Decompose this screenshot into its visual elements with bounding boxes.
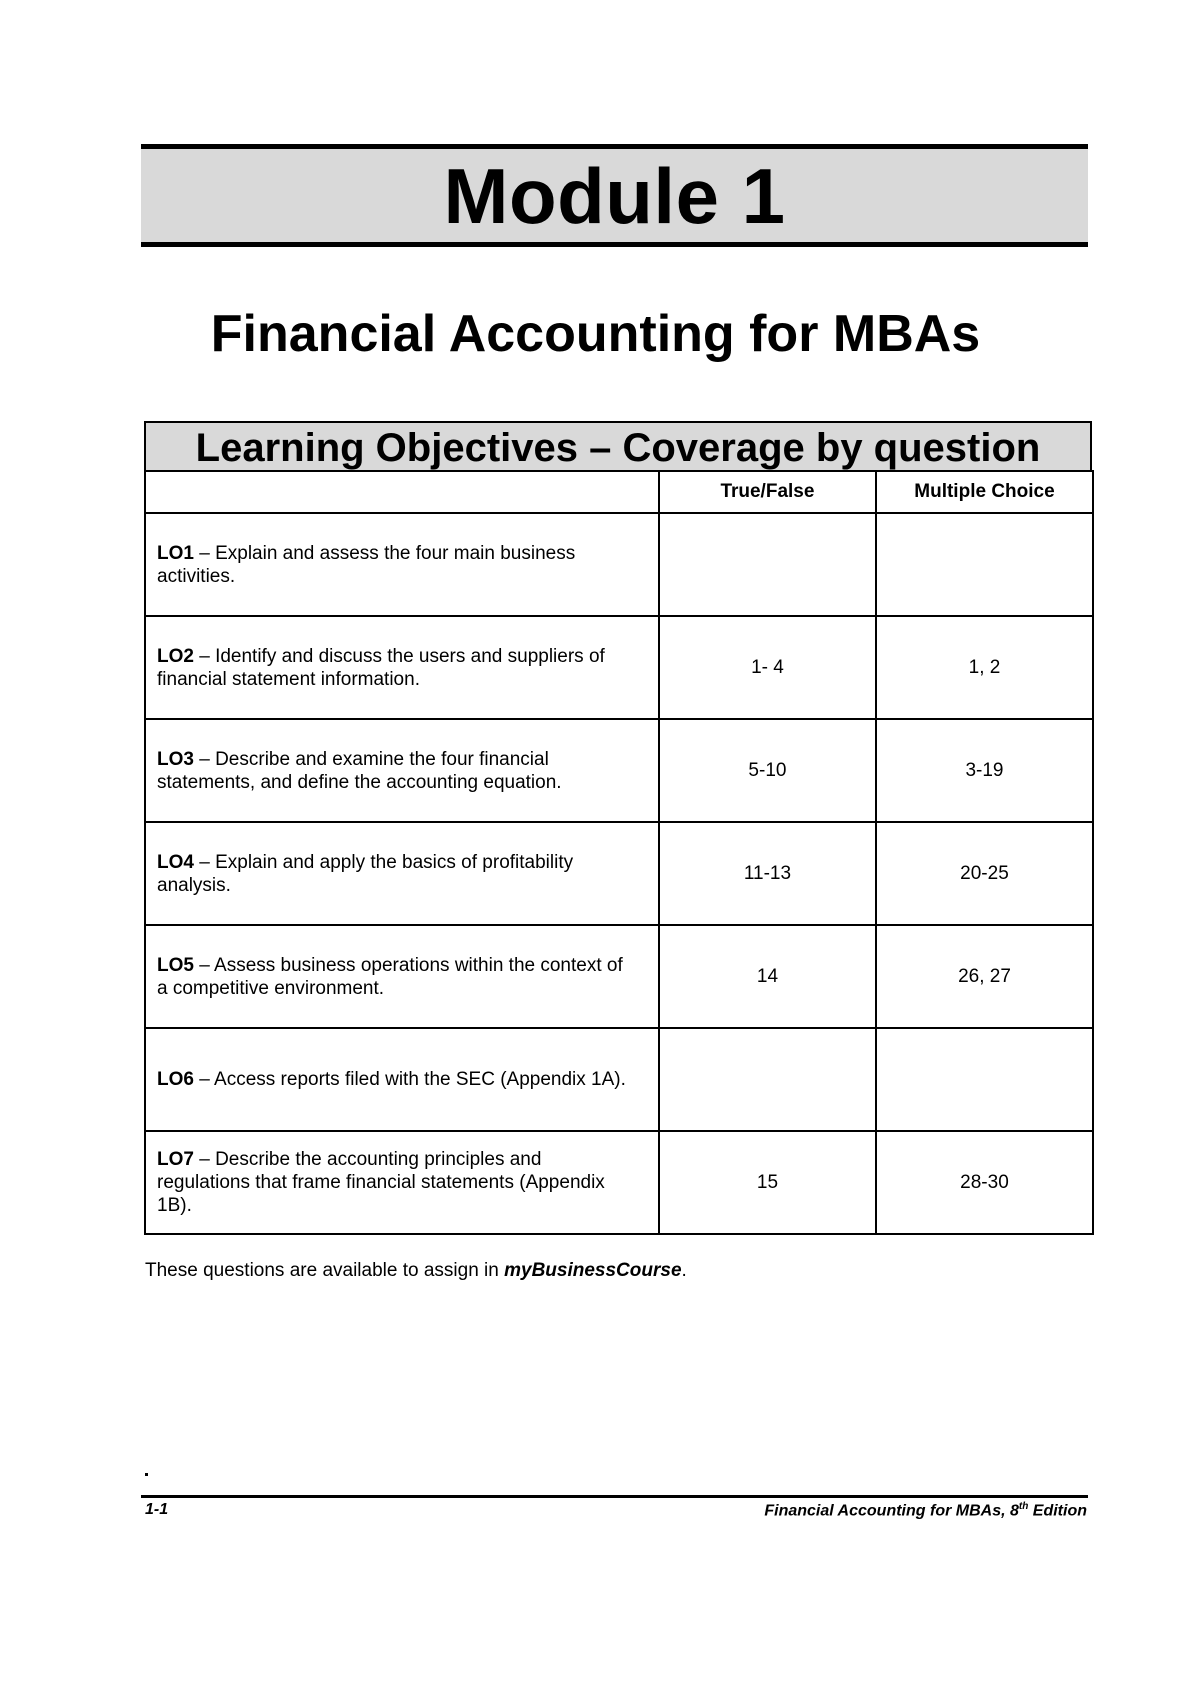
lo-text: – Access reports filed with the SEC (Appendix 1A). (193, 1069, 626, 1090)
true-false-cell: 14 (659, 925, 876, 1028)
lo-code: LO1 (157, 542, 194, 564)
page-number: 1-1 (145, 1501, 169, 1518)
multiple-choice-cell (876, 513, 1093, 616)
note-prefix: These questions are available to assign in (145, 1260, 505, 1281)
table-row (145, 1028, 1093, 1131)
objective-cell (145, 513, 659, 616)
table-header-row (145, 471, 1093, 513)
lo-code: LO2 (157, 645, 194, 667)
module-banner (141, 144, 1088, 247)
multiple-choice-cell (876, 1028, 1093, 1131)
true-false-cell (659, 1028, 876, 1131)
note-suffix: . (681, 1260, 687, 1281)
module-title: Module 1 (443, 151, 786, 240)
true-false-cell: 11-13 (659, 822, 876, 925)
true-false-cell: 15 (659, 1131, 876, 1234)
footer-dot (145, 1473, 148, 1476)
table-row (145, 719, 1093, 822)
objective-cell (145, 1028, 659, 1131)
lo-code: LO3 (157, 748, 194, 770)
objective-cell (145, 822, 659, 925)
multiple-choice-cell: 26, 27 (876, 925, 1093, 1028)
multiple-choice-cell: 1, 2 (876, 616, 1093, 719)
lo-code: LO4 (157, 851, 194, 873)
learning-objectives-table (144, 470, 1094, 1235)
table-row (145, 1131, 1093, 1234)
true-false-cell: 1- 4 (659, 616, 876, 719)
lo-code: LO7 (157, 1149, 194, 1170)
lo-text: – Describe the accounting principles and regulations that frame financial statements (Appendix 1B). (157, 1149, 605, 1216)
lo-text: – Assess business operations within the context of a competitive environment. (157, 954, 623, 999)
multiple-choice-cell: 3-19 (876, 719, 1093, 822)
lo-code: LO5 (157, 954, 194, 976)
edition-title: Financial Accounting for MBAs, 8 (764, 1502, 1019, 1520)
table-row (145, 513, 1093, 616)
table-row (145, 925, 1093, 1028)
objective-cell (145, 616, 659, 719)
column-header-multiple-choice: Multiple Choice (876, 471, 1093, 513)
objective-cell (145, 1131, 659, 1234)
lo-text: – Describe and examine the four financial statements, and define the accounting equation. (157, 748, 562, 793)
multiple-choice-cell: 20-25 (876, 822, 1093, 925)
table-row (145, 616, 1093, 719)
column-header-objective (145, 471, 659, 513)
brand-name: myBusinessCourse (504, 1260, 682, 1281)
footer-rule (141, 1495, 1088, 1498)
learning-objectives-heading: Learning Objectives – Coverage by question (144, 421, 1092, 470)
true-false-cell: 5-10 (659, 719, 876, 822)
book-title: Financial Accounting for MBAs (210, 305, 981, 363)
column-header-true-false: True/False (659, 471, 876, 513)
edition-ordinal: th (1018, 1501, 1029, 1512)
lo-text: – Explain and assess the four main business activities. (157, 542, 576, 587)
objective-cell (145, 925, 659, 1028)
availability-note (145, 1259, 687, 1283)
footer-edition (764, 1501, 1087, 1520)
table-row (145, 822, 1093, 925)
lo-text: – Explain and apply the basics of profitability analysis. (157, 851, 574, 896)
lo-text: – Identify and discuss the users and suppliers of financial statement information. (157, 645, 605, 690)
edition-word: Edition (1028, 1502, 1087, 1520)
objective-cell (145, 719, 659, 822)
true-false-cell (659, 513, 876, 616)
lo-code: LO6 (157, 1069, 194, 1090)
multiple-choice-cell: 28-30 (876, 1131, 1093, 1234)
